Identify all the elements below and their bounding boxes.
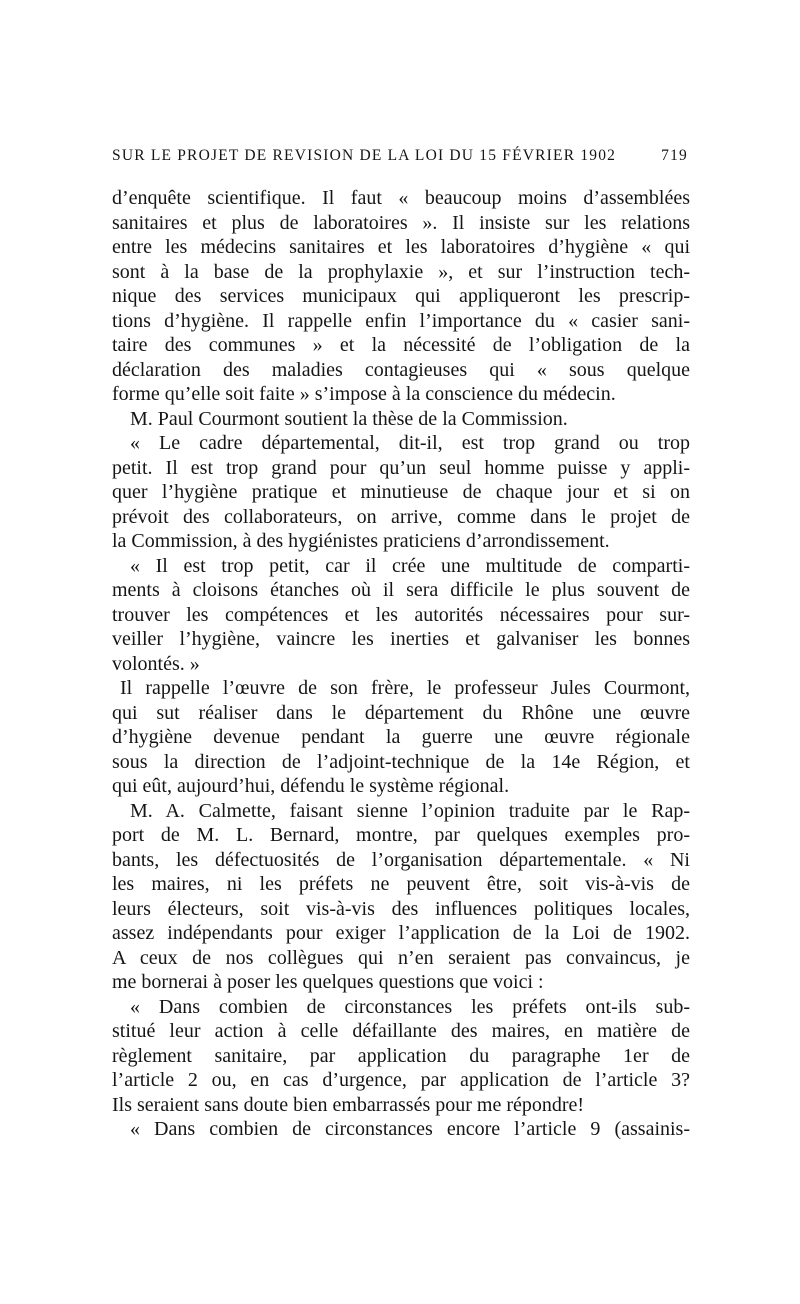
running-title: SUR LE PROJET DE REVISION DE LA LOI DU 15 FÉVRIER 1902 [112, 147, 617, 164]
text-line: Il rappelle l’œuvre de son frère, le professeur Jules Courmont, [120, 677, 690, 699]
text-line: taire des communes » et la nécessité de l’obligation de la [112, 334, 690, 356]
page-number: 719 [661, 147, 688, 164]
text-line: qui eût, aujourd’hui, défendu le système régional. [112, 775, 510, 797]
text-line: A ceux de nos collègues qui n’en seraient pas convaincus, je [112, 946, 690, 969]
text-line: sanitaires et plus de laboratoires ». Il insiste sur les relations [112, 211, 690, 234]
text-line: M. A. Calmette, faisant sienne l’opinion traduite par le Rap- [130, 799, 690, 822]
text-line: d’hygiène devenue pendant la guerre une œuvre régionale [112, 726, 690, 748]
text-line: nique des services municipaux qui appliqueront les prescrip- [112, 285, 690, 307]
text-line: tions d’hygiène. Il rappelle enfin l’importance du « casier sani- [112, 309, 690, 332]
text-line: déclaration des maladies contagieuses qui « sous quelque [112, 358, 690, 381]
text-line: port de M. L. Bernard, montre, par quelques exemples pro- [112, 824, 690, 846]
text-line: quer l’hygiène pratique et minutieuse de chaque jour et si on [112, 481, 690, 503]
text-line: leurs électeurs, soit vis-à-vis des influences politiques locales, [112, 897, 690, 920]
text-line: bants, les défectuosités de l’organisation départementale. « Ni [112, 848, 690, 871]
text-line: volontés. » [112, 652, 200, 675]
text-line: trouver les compétences et les autorités nécessaires pour sur- [112, 603, 690, 626]
text-line: ments à cloisons étanches où il sera difficile le plus souvent de [112, 579, 690, 601]
text-line: l’article 2 ou, en cas d’urgence, par application de l’article 3? [112, 1069, 690, 1091]
text-line: « Dans combien de circonstances encore l’article 9 (assainis- [130, 1118, 690, 1140]
text-line: assez indépendants pour exiger l’application de la Loi de 1902. [112, 922, 690, 944]
body-text [112, 186, 690, 1142]
text-line: Ils seraient sans doute bien embarrassés pour me répondre! [112, 1093, 585, 1116]
text-line: forme qu’elle soit faite » s’impose à la conscience du médecin. [112, 383, 616, 405]
text-line: prévoit des collaborateurs, on arrive, comme dans le projet de [112, 505, 690, 528]
text-line: veiller l’hygiène, vaincre les inerties et galvaniser les bonnes [112, 628, 690, 650]
text-line: les maires, ni les préfets ne peuvent être, soit vis-à-vis de [112, 873, 690, 895]
text-line: sous la direction de l’adjoint-technique de la 14e Région, et [112, 750, 690, 773]
running-header [112, 146, 688, 166]
text-line: règlement sanitaire, par application du paragraphe 1er de [112, 1044, 690, 1067]
text-line: M. Paul Courmont soutient la thèse de la Commission. [130, 407, 568, 430]
text-line: me bornerai à poser les quelques questions que voici : [112, 971, 544, 993]
text-line: « Il est trop petit, car il crée une multitude de comparti- [130, 554, 690, 577]
text-line: qui sut réaliser dans le département du Rhône une œuvre [112, 701, 690, 724]
text-line: stitué leur action à celle défaillante des maires, en matière de [112, 1020, 690, 1042]
text-line: « Le cadre départemental, dit-il, est trop grand ou trop [130, 432, 690, 454]
text-line: entre les médecins sanitaires et les laboratoires d’hygiène « qui [112, 236, 690, 258]
text-line: d’enquête scientifique. Il faut « beaucoup moins d’assemblées [112, 187, 690, 209]
text-line: sont à la base de la prophylaxie », et sur l’instruction tech- [112, 260, 690, 283]
text-line: « Dans combien de circonstances les préfets ont-ils sub- [130, 995, 690, 1018]
text-line: la Commission, à des hygiénistes praticiens d’arrondissement. [112, 530, 610, 552]
text-line: petit. Il est trop grand pour qu’un seul homme puisse y appli- [112, 456, 690, 479]
